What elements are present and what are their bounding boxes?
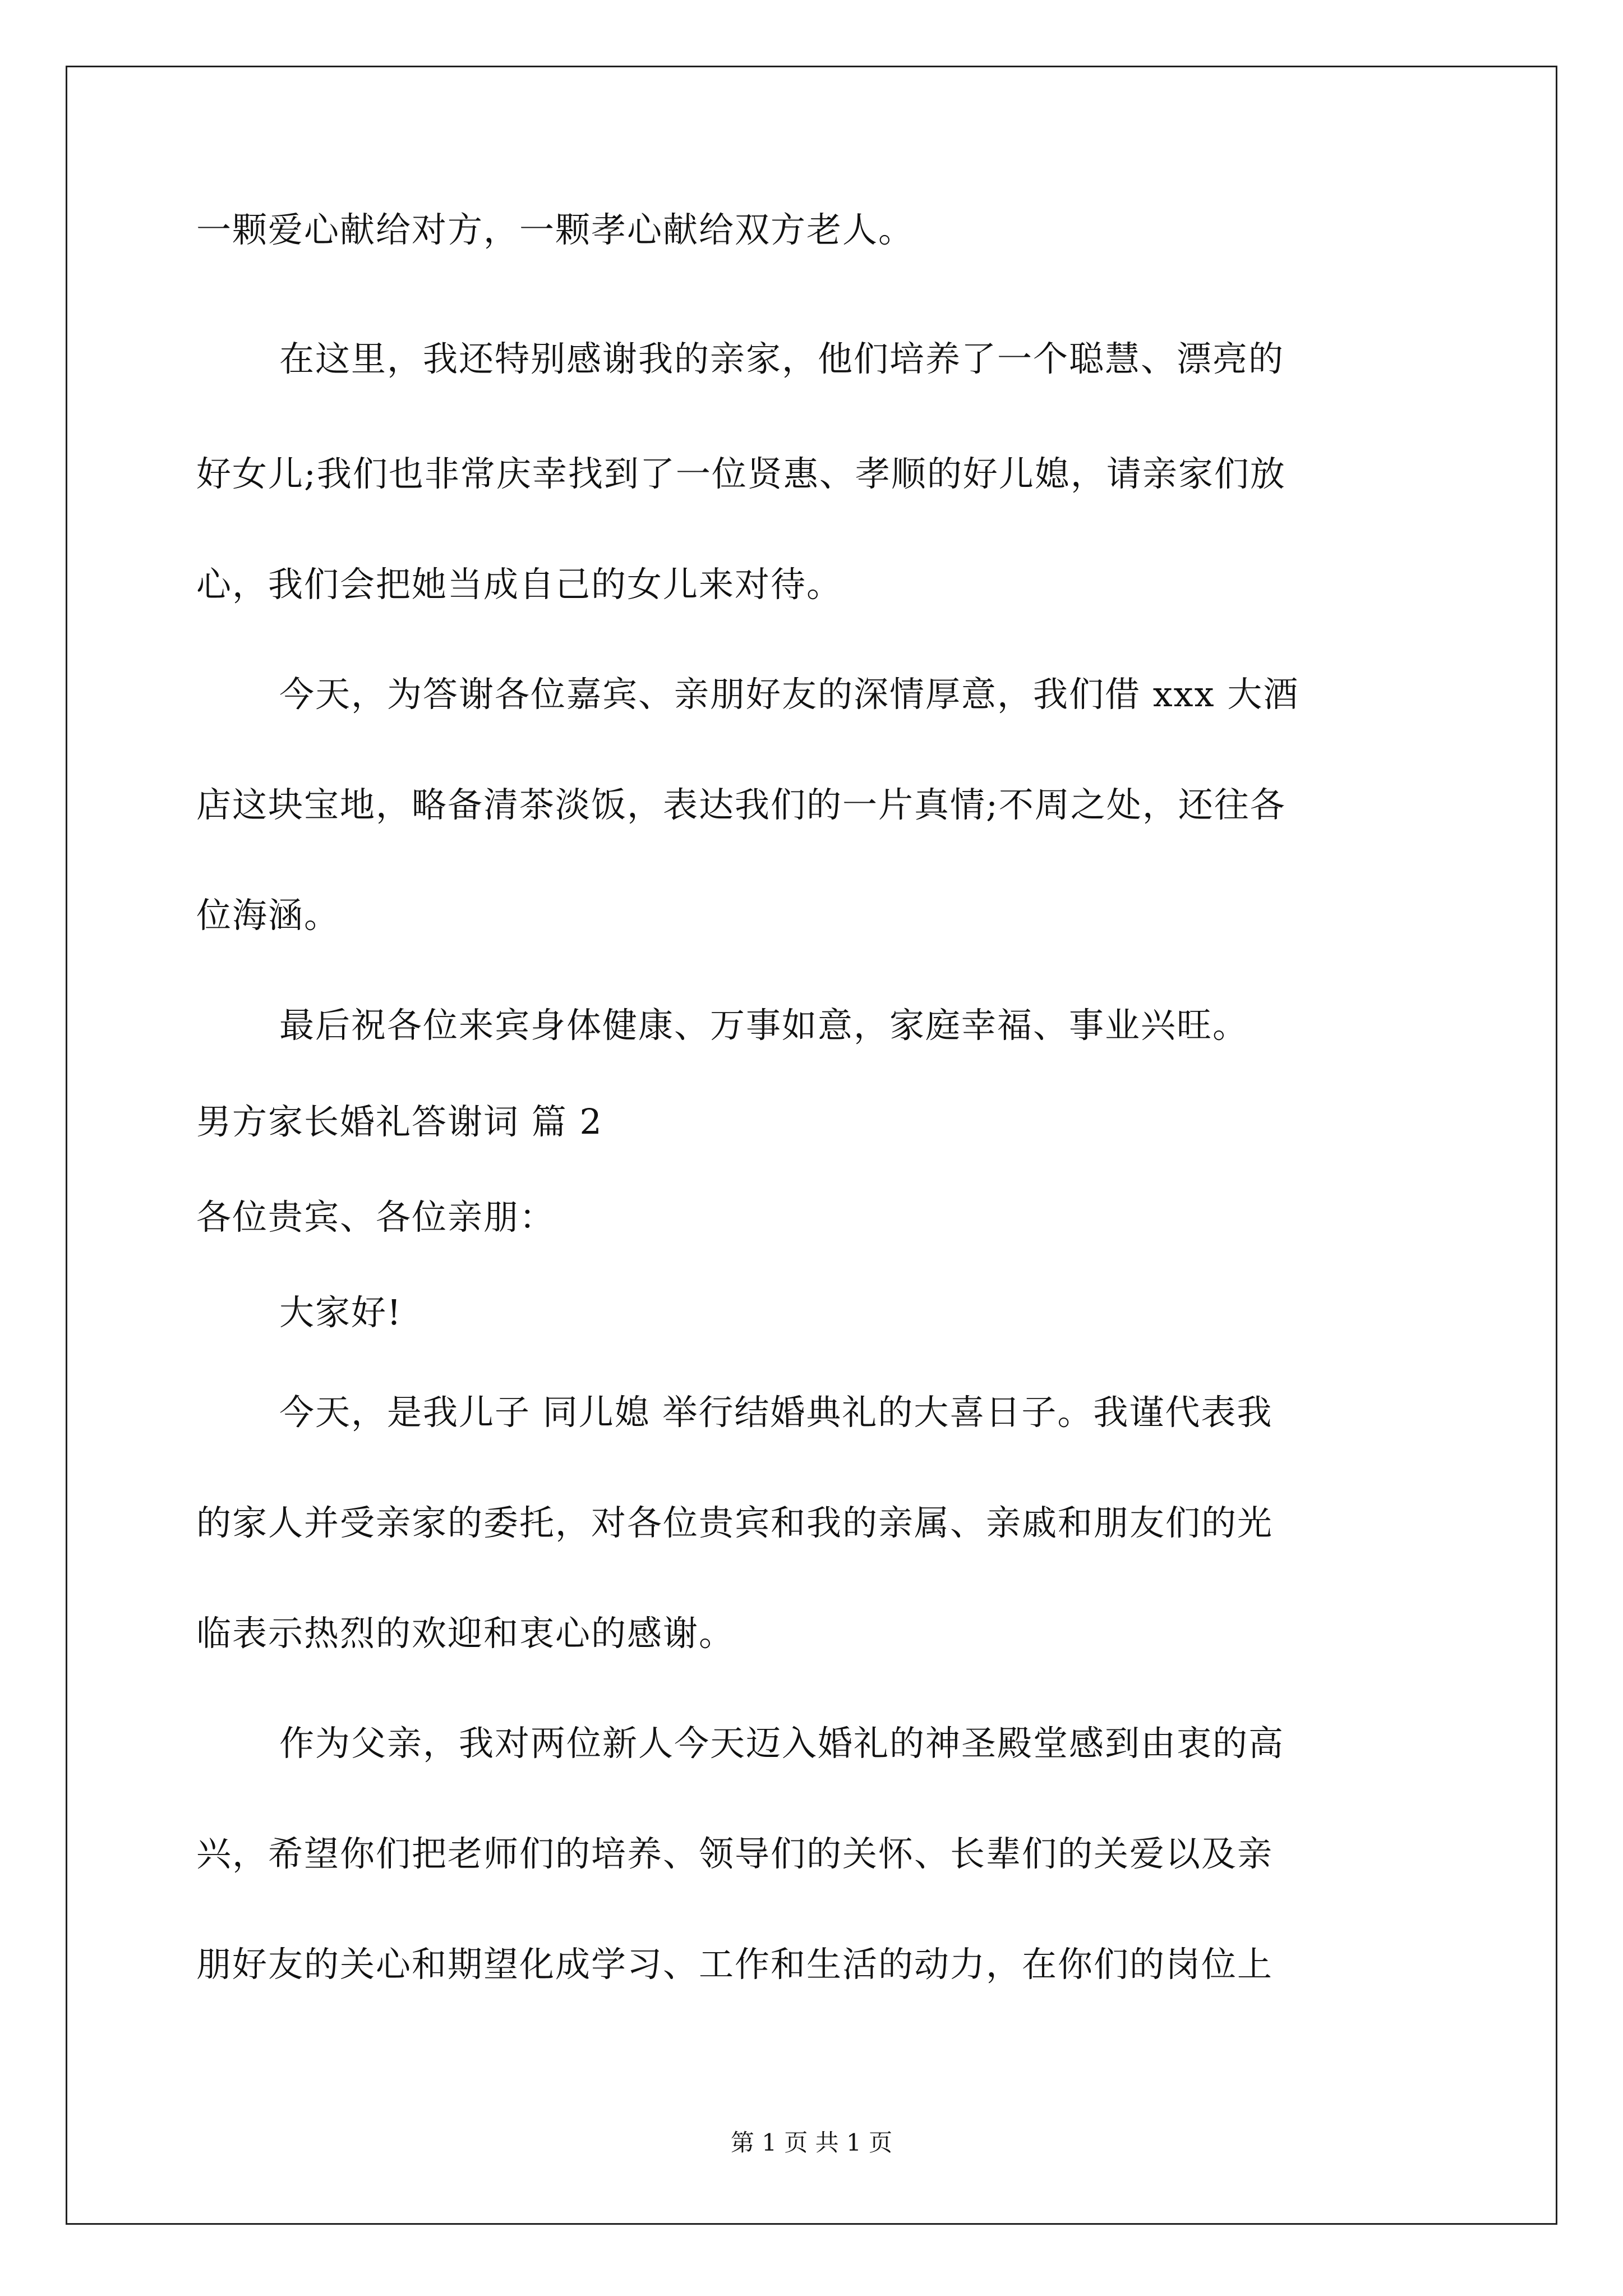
text-line: 最后祝各位来宾身体健康、万事如意，家庭幸福、事业兴旺。 [279, 1005, 1249, 1046]
text-line: 店这块宝地，略备清茶淡饭，表达我们的一片真情;不周之处，还往各 [196, 784, 1286, 825]
text-line: 今天，是我儿子 同儿媳 举行结婚典礼的大喜日子。我谨代表我 [279, 1392, 1273, 1433]
text-line: 今天，为答谢各位嘉宾、亲朋好友的深情厚意，我们借 xxx 大酒 [279, 674, 1299, 715]
salutation: 各位贵宾、各位亲朋： [196, 1197, 556, 1237]
text-line: 在这里，我还特别感谢我的亲家，他们培养了一个聪慧、漂亮的 [279, 338, 1285, 379]
page-footer: 第 1 页 共 1 页 [730, 2129, 893, 2156]
text-line: 作为父亲，我对两位新人今天迈入婚礼的神圣殿堂感到由衷的高 [279, 1723, 1285, 1764]
greeting: 大家好! [279, 1292, 402, 1333]
text-line: 临表示热烈的欢迎和衷心的感谢。 [196, 1613, 735, 1654]
text-line: 朋好友的关心和期望化成学习、工作和生活的动力，在你们的岗位上 [196, 1944, 1274, 1985]
text-line: 好女儿;我们也非常庆幸找到了一位贤惠、孝顺的好儿媳，请亲家们放 [196, 453, 1286, 494]
text-line: 心，我们会把她当成自己的女儿来对待。 [196, 564, 843, 605]
text-line: 一颗爱心献给对方，一颗孝心献给双方老人。 [196, 209, 915, 250]
text-line: 兴，希望你们把老师们的培养、领导们的关怀、长辈们的关爱以及亲 [196, 1833, 1274, 1874]
page-border [66, 66, 1557, 2225]
text-line: 的家人并受亲家的委托，对各位贵宾和我的亲属、亲戚和朋友们的光 [196, 1502, 1274, 1543]
text-line: 位海涵。 [196, 895, 340, 936]
section-heading: 男方家长婚礼答谢词 篇 2 [196, 1101, 603, 1142]
